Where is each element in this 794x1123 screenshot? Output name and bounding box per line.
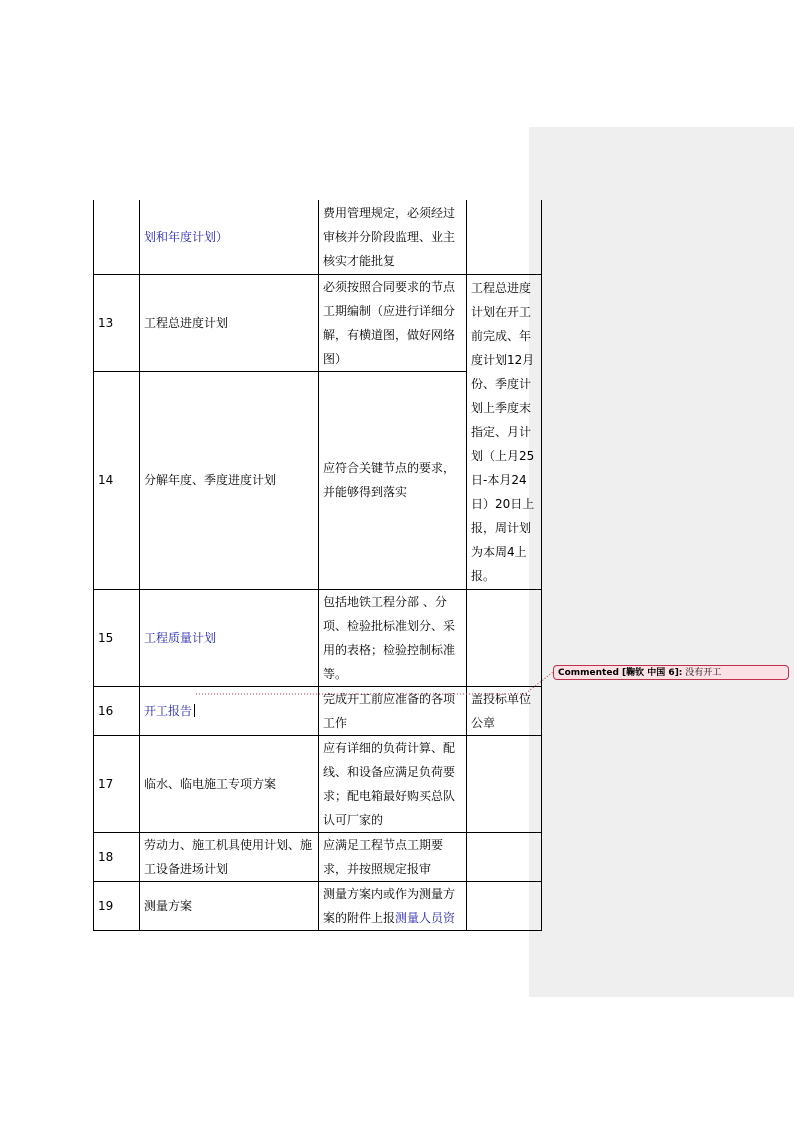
item-name: 划和年度计划） [140, 200, 319, 274]
item-note [467, 200, 542, 274]
item-name: 工程质量计划 [140, 589, 319, 686]
row-number: 15 [94, 589, 140, 686]
item-note [467, 735, 542, 832]
row-number [94, 200, 140, 274]
comment-label-suffix: ]: [674, 668, 683, 678]
item-name: 开工报告 [144, 703, 193, 718]
item-name: 分解年度、季度进度计划 [140, 371, 319, 589]
item-requirement: 测量方案内或作为测量方案的附件上报 [323, 886, 456, 925]
item-requirement: 包括地铁工程分部 、分项、检验批标准划分、采用的表格；检验控制标准等。 [319, 589, 467, 686]
item-requirement: 必须按照合同要求的节点工期编制（应进行详细分解，有横道图，做好网络图） [319, 274, 467, 371]
comment-author: 鞠钦 中国 6 [626, 668, 675, 678]
row-number: 13 [94, 274, 140, 371]
item-name-cell [140, 686, 319, 735]
row-number: 17 [94, 735, 140, 832]
text-cursor [194, 704, 195, 717]
item-name: 工程总进度计划 [140, 274, 319, 371]
item-note: 盖投标单位公章 [467, 686, 542, 735]
item-requirement-cell [319, 881, 467, 930]
row-number: 19 [94, 881, 140, 930]
table-row [94, 589, 542, 686]
comment-text: 没有开工 [685, 668, 722, 678]
table-row [94, 200, 542, 274]
merged-note: 工程总进度计划在开工前完成、年度计划12月份、季度计划上季度末指定、月计划（上月25日-本月24日）20日上报，周计划为本周4上报。 [467, 274, 542, 589]
item-requirement: 应满足工程节点工期要求，并按照规定报审 [319, 832, 467, 881]
item-requirement: 应有详细的负荷计算、配线、和设备应满足负荷要求；配电箱最好购买总队认可厂家的 [319, 735, 467, 832]
row-number: 18 [94, 832, 140, 881]
row-number: 14 [94, 371, 140, 589]
comment-pane [529, 127, 794, 997]
item-name: 临水、临电施工专项方案 [140, 735, 319, 832]
table-row [94, 735, 542, 832]
comment-label: Commented [ [558, 668, 627, 678]
comment-balloon[interactable] [553, 665, 789, 680]
table-row [94, 881, 542, 930]
item-requirement: 费用管理规定，必须经过审核并分阶段监理、业主核实才能批复 [319, 200, 467, 274]
item-requirement-link: 测量人员资 [395, 910, 456, 925]
item-note [467, 589, 542, 686]
item-name: 劳动力、施工机具使用计划、施工设备进场计划 [140, 832, 319, 881]
item-note [467, 881, 542, 930]
table-row [94, 686, 542, 735]
item-requirement: 应符合关键节点的要求，并能够得到落实 [319, 371, 467, 589]
item-name: 测量方案 [140, 881, 319, 930]
item-requirement: 完成开工前应准备的各项工作 [319, 686, 467, 735]
row-number: 16 [94, 686, 140, 735]
table-row [94, 274, 542, 371]
item-note [467, 832, 542, 881]
document-table [93, 200, 542, 931]
table-row [94, 832, 542, 881]
